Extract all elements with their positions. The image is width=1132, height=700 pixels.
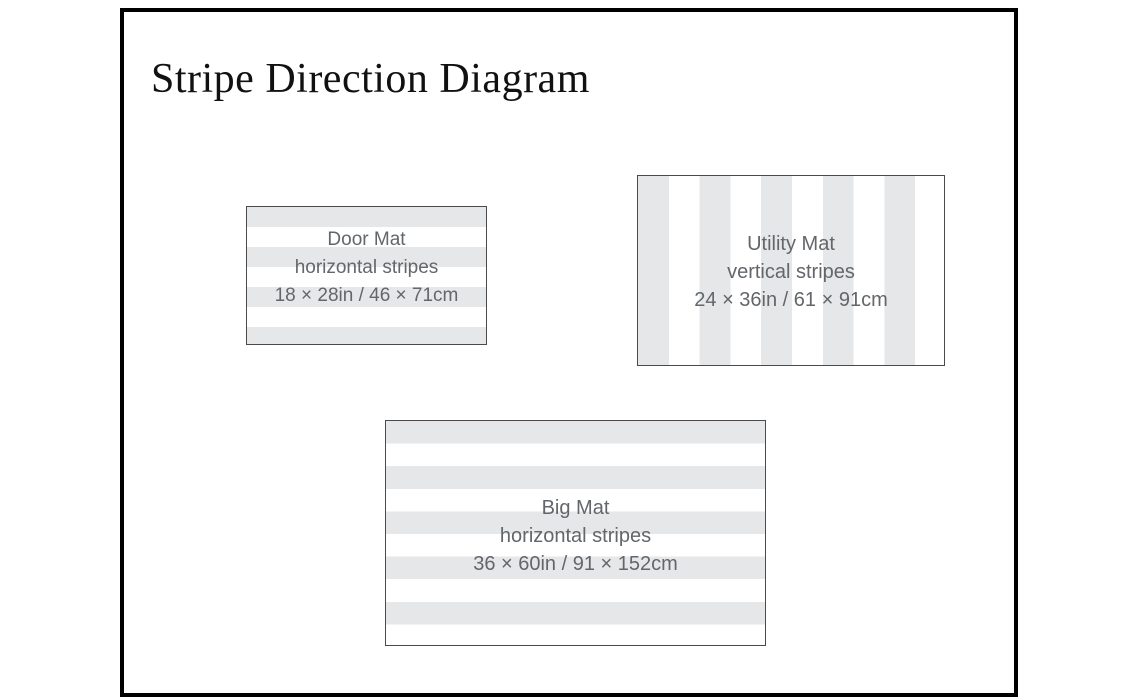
mat-stripe-direction: vertical stripes — [727, 260, 855, 283]
big-mat — [385, 420, 766, 646]
utility-mat — [637, 175, 945, 366]
mat-name: Big Mat — [541, 497, 610, 519]
page-title: Stripe Direction Diagram — [151, 56, 590, 102]
mat-dimensions: 24 × 36in / 61 × 91cm — [694, 288, 888, 311]
mat-dimensions: 36 × 60in / 91 × 152cm — [473, 553, 678, 575]
door-mat — [246, 206, 487, 345]
mat-stripe-direction: horizontal stripes — [499, 525, 652, 547]
mat-dimensions: 18 × 28in / 46 × 71cm — [274, 284, 459, 306]
mat-name: Utility Mat — [747, 232, 835, 255]
mat-stripe-direction: horizontal stripes — [294, 256, 439, 278]
mat-name: Door Mat — [327, 228, 406, 250]
